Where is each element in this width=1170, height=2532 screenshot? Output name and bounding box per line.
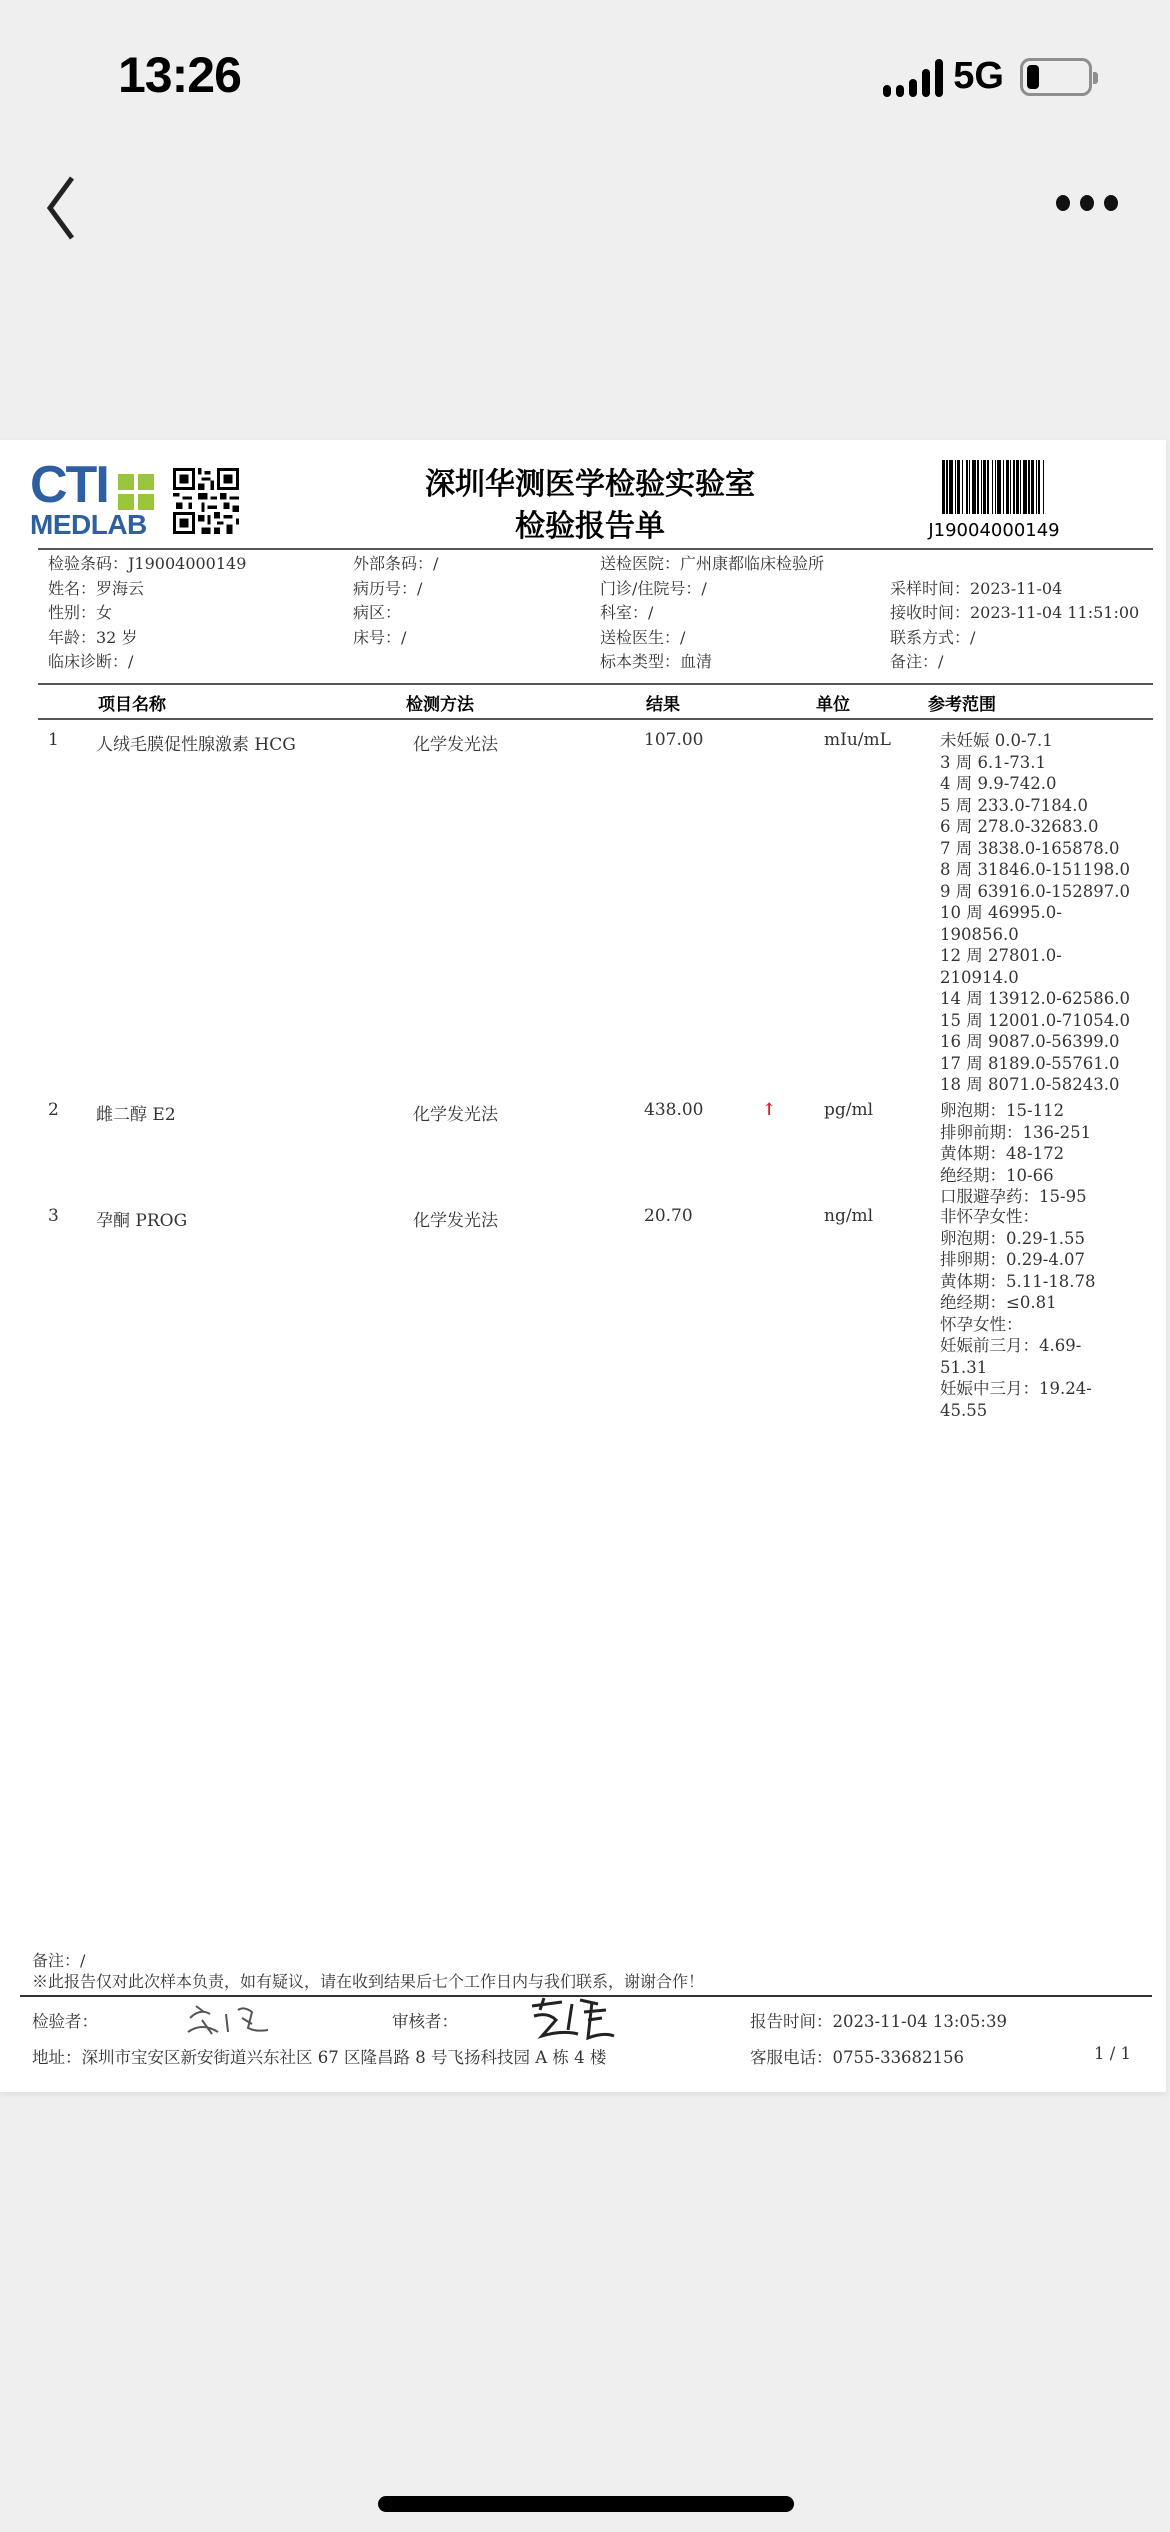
reference-line: 10 周 46995.0-	[940, 903, 1062, 922]
bed-no: 床号：/	[353, 627, 407, 647]
page-number: 1 / 1	[1094, 2044, 1132, 2063]
contact: 联系方式：/	[890, 627, 976, 647]
service-phone: 客服电话：0755-33682156	[750, 2048, 965, 2067]
row-number: 3	[48, 1206, 59, 1226]
info-row	[48, 601, 1158, 626]
lab-name: 深圳华测医学检验实验室	[425, 467, 755, 502]
barcode-icon	[878, 460, 1110, 514]
barcode	[878, 460, 1110, 541]
lab-report-document	[0, 440, 1166, 2092]
clinical-diagnosis: 临床诊断：/	[48, 652, 134, 671]
footer-note	[32, 1950, 704, 1992]
test-result: 438.00	[644, 1100, 704, 1120]
status-icons	[883, 55, 1092, 98]
patient-age: 年龄：32 岁	[48, 627, 138, 647]
reference-line: 210914.0	[940, 967, 1019, 987]
test-name: 雌二醇 E2	[96, 1105, 176, 1125]
reference-line: 18 周 8071.0-58243.0	[940, 1075, 1120, 1094]
signal-icon	[883, 57, 943, 97]
address-row	[32, 2044, 1142, 2074]
test-result: 107.00	[644, 730, 704, 750]
reference-line: 绝经期：10-66	[940, 1165, 1054, 1185]
reference-line: 6 周 278.0-32683.0	[940, 817, 1099, 836]
reference-line: 5 周 233.0-7184.0	[940, 795, 1089, 815]
battery-low-icon	[1020, 58, 1092, 96]
reference-line: 17 周 8189.0-55761.0	[940, 1053, 1120, 1073]
col-method: 检测方法	[406, 695, 474, 715]
test-name: 孕酮 PROG	[96, 1211, 188, 1231]
more-horizontal-icon[interactable]	[1056, 195, 1118, 211]
test-name: 人绒毛膜促性腺激素 HCG	[96, 735, 296, 755]
test-method: 化学发光法	[413, 1105, 498, 1125]
cti-medlab-logo: CTI MEDLAB	[30, 460, 160, 542]
reference-line: 15 周 12001.0-71054.0	[940, 1010, 1131, 1030]
info-row	[48, 552, 1158, 577]
reference-line: 14 周 13912.0-62586.0	[940, 989, 1131, 1008]
disclaimer: ※此报告仅对此次样本负责，如有疑议，请在收到结果后七个工作日内与我们联系，谢谢合作！	[32, 1972, 705, 1991]
ward: 病区：	[353, 603, 402, 622]
tester-signature	[182, 1998, 292, 2042]
reference-line: 妊娠前三月：4.69-	[940, 1336, 1082, 1355]
info-row	[48, 650, 1158, 675]
report-title	[380, 464, 800, 548]
col-name: 项目名称	[98, 695, 166, 715]
info-row	[48, 626, 1158, 651]
reference-line: 8 周 31846.0-151198.0	[940, 860, 1131, 879]
specimen-type: 标本类型：血清	[600, 652, 713, 671]
reference-line: 190856.0	[940, 924, 1019, 944]
reference-line: 怀孕女性：	[940, 1314, 1023, 1334]
reference-line: 4 周 9.9-742.0	[940, 774, 1057, 793]
reference-line: 51.31	[940, 1357, 988, 1377]
info-remark: 备注：/	[890, 652, 944, 671]
test-method: 化学发光法	[413, 1211, 498, 1231]
test-unit: ng/ml	[824, 1206, 874, 1226]
reference-line: 9 周 63916.0-152897.0	[940, 881, 1131, 901]
col-ref: 参考范围	[928, 695, 996, 715]
received-time: 接收时间：2023-11-04 11:51:00	[890, 603, 1140, 622]
reference-line: 卵泡期：0.29-1.55	[940, 1228, 1086, 1248]
footer-remark: 备注：/	[32, 1951, 86, 1970]
reference-line: 12 周 27801.0-	[940, 946, 1062, 965]
test-unit: mIu/mL	[824, 730, 891, 750]
sample-barcode: 检验条码：J19004000149	[48, 554, 247, 573]
reference-line: 16 周 9087.0-56399.0	[940, 1032, 1120, 1051]
reviewer-label: 审核者：	[392, 2012, 458, 2031]
barcode-text: J19004000149	[928, 520, 1060, 541]
reference-line: 非怀孕女性：	[940, 1207, 1039, 1226]
status-bar	[0, 0, 1170, 150]
reference-range	[940, 1206, 1150, 1421]
logo-grid-icon	[118, 474, 154, 510]
sampling-time: 采样时间：2023-11-04	[890, 578, 1063, 598]
report-header	[0, 440, 1166, 550]
report-time: 报告时间：2023-11-04 13:05:39	[750, 2012, 1007, 2031]
reference-line: 口服避孕药：15-95	[940, 1187, 1087, 1206]
outpatient-no: 门诊/住院号：/	[600, 578, 707, 598]
department: 科室：/	[600, 603, 654, 622]
chevron-left-icon[interactable]	[40, 172, 100, 242]
table-header	[38, 690, 1153, 716]
divider	[38, 718, 1153, 720]
col-unit: 单位	[816, 695, 850, 715]
reference-line: 黄体期：5.11-18.78	[940, 1271, 1096, 1291]
network-type: 5G	[953, 55, 1004, 97]
divider	[38, 548, 1153, 550]
reference-line: 3 周 6.1-73.1	[940, 752, 1047, 772]
test-result: 20.70	[644, 1206, 693, 1226]
col-result: 结果	[646, 695, 680, 715]
sending-doctor: 送检医生：/	[600, 627, 686, 647]
reference-line: 绝经期：≤0.81	[940, 1293, 1057, 1312]
lab-address: 地址：深圳市宝安区新安街道兴东社区 67 区隆昌路 8 号飞扬科技园 A 栋 4 楼	[32, 2048, 607, 2067]
status-time: 13:26	[118, 47, 241, 103]
reference-line: 黄体期：48-172	[940, 1144, 1065, 1163]
external-barcode: 外部条码：/	[353, 554, 439, 573]
reference-line: 未妊娠 0.0-7.1	[940, 731, 1053, 750]
tester-label: 检验者：	[32, 2012, 98, 2031]
reference-line: 7 周 3838.0-165878.0	[940, 838, 1120, 858]
reference-range	[940, 1100, 1150, 1208]
high-flag-icon: ↑	[762, 1100, 777, 1120]
sending-hospital: 送检医院：广州康都临床检验所	[600, 554, 825, 573]
row-number: 1	[48, 730, 59, 750]
reviewer-signature	[522, 1994, 632, 2044]
reference-range	[940, 730, 1150, 1096]
reference-line: 排卵前期：136-251	[940, 1122, 1092, 1142]
patient-name: 姓名：罗海云	[48, 578, 145, 598]
signature-row	[32, 2008, 1142, 2038]
qr-code-icon	[173, 468, 239, 534]
row-number: 2	[48, 1100, 59, 1120]
reference-line: 卵泡期：15-112	[940, 1101, 1065, 1120]
info-row	[48, 577, 1158, 602]
reference-line: 45.55	[940, 1400, 988, 1420]
home-indicator[interactable]	[378, 2496, 794, 2512]
reference-line: 妊娠中三月：19.24-	[940, 1379, 1092, 1398]
report-type: 检验报告单	[515, 509, 665, 544]
divider	[38, 683, 1153, 685]
medical-record-no: 病历号：/	[353, 578, 423, 598]
patient-gender: 性别：女	[48, 603, 113, 622]
patient-info	[48, 552, 1158, 675]
reference-line: 排卵期：0.29-4.07	[940, 1250, 1086, 1269]
test-unit: pg/ml	[824, 1100, 874, 1120]
test-method: 化学发光法	[413, 735, 498, 755]
